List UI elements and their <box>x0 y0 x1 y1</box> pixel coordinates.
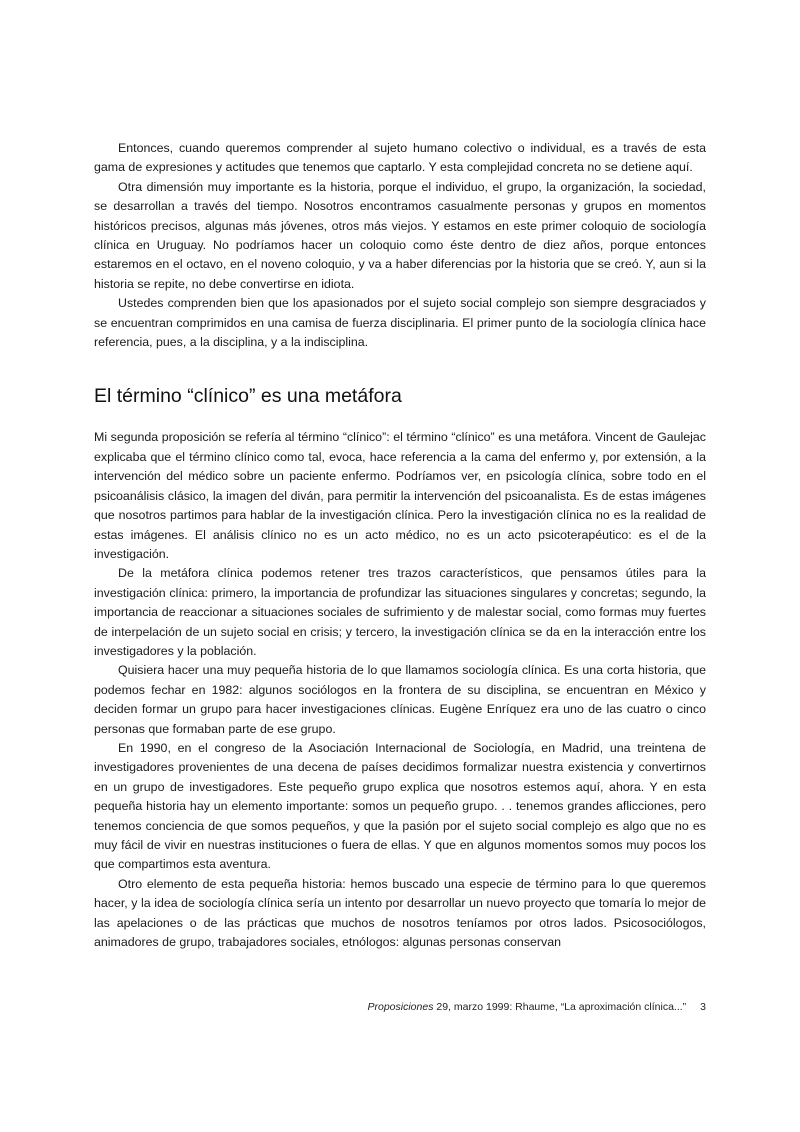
footer-journal: Proposiciones <box>367 1001 434 1013</box>
footer-citation: 29, marzo 1999: Rhaume, “La aproximación clínica...” <box>433 1001 687 1013</box>
document-page <box>94 139 706 952</box>
paragraph: Otro elemento de esta pequeña historia: hemos buscado una especie de término para lo que queremos hacer, y la idea de sociología clínica sería un intento por desarrollar un nuevo proyecto que tomaría lo mejor de las apelaciones o de las prácticas que muchos de nosotros teníamos por otros lados. Psicosociólogos, animadores de grupo, trabajadores sociales, etnólogos: algunas personas conservan <box>94 876 706 950</box>
section-heading: El término “clínico” es una metáfora <box>94 385 402 408</box>
page-number: 3 <box>700 1001 706 1013</box>
paragraph: De la metáfora clínica podemos retener tres trazos característicos, que pensamos útiles para la investigación clínica: primero, la importancia de profundizar las situaciones singulares y concretas; segundo, la importancia de reaccionar a situaciones sociales de sufrimiento y de malestar social, como formas muy fuertes de interpelación de un sujeto social en crisis; y tercero, la investigación clínica se da en la interacción entre los investigadores y la población. <box>94 566 706 658</box>
paragraph: Otra dimensión muy importante es la historia, porque el individuo, el grupo, la organización, la sociedad, se desarrollan a través del tiempo. Nosotros encontramos casualmente personas y grupos en momentos históricos precisos, algunas más jóvenes, otros más viejos. Y estamos en este primer coloquio de sociología clínica en Uruguay. No podríamos hacer un coloquio como éste dentro de diez años, porque entonces estaremos en el octavo, en el noveno coloquio, y va a haber diferencias por la historia que se creó. Y, aun si la historia se repite, no debe convertirse en idiota. <box>94 179 706 291</box>
paragraph: Entonces, cuando queremos comprender al sujeto humano colectivo o individual, es a través de esta gama de expresiones y actitudes que tenemos que captarlo. Y esta complejidad concreta no se detiene aquí. <box>94 141 706 175</box>
paragraph: Ustedes comprenden bien que los apasionados por el sujeto social complejo son siempre desgraciados y se encuentran comprimidos en una camisa de fuerza disciplinaria. El primer punto de la sociología clínica hace referencia, pues, a la disciplina, y a la indisciplina. <box>94 296 706 350</box>
paragraph: Quisiera hacer una muy pequeña historia de lo que llamamos sociología clínica. Es una corta historia, que podemos fechar en 1982: algunos sociólogos en la frontera de su disciplina, se encuentran en México y deciden formar un grupo para hacer investigaciones clínicas. Eugène Enríquez era uno de las cuatro o cinco personas que formaban parte de ese grupo. <box>94 663 706 736</box>
paragraph: Mi segunda proposición se refería al término “clínico”: el término “clínico” es una metáfora. Vincent de Gaulejac explicaba que el término clínico como tal, evoca, hace referencia a la cama del enfermo y, por extensión, a la intervención del médico sobre un paciente enfermo. Podríamos ver, en psicología clínica, sobre todo en el psicoanálisis clásico, la imagen del diván, para permitir la intervención del psicoanalista. Es de estas imágenes que nosotros partimos para hablar de la investigación clínica. Pero la investigación clínica no es la realidad de estas imágenes. El análisis clínico no es un acto médico, no es un acto psicoterapéutico: es el de la investigación. <box>94 430 706 561</box>
paragraph: En 1990, en el congreso de la Asociación Internacional de Sociología, en Madrid, una treintena de investigadores provenientes de una decena de países decidimos formalizar nuestra existencia y convertirnos en un grupo de investigadores. Este pequeño grupo explica que nosotros estemos aquí, ahora. Y en esta pequeña historia hay un elemento importante: somos un pequeño grupo. . . tenemos grandes aflicciones, pero tenemos conciencia de que somos pequeños, y que la pasión por el sujeto social complejo es algo que no es muy fácil de vivir en nuestras instituciones o fuera de ellas. Y que en algunos momentos somos muy pocos los que compartimos esta aventura. <box>94 740 706 872</box>
page-footer <box>368 1000 707 1014</box>
